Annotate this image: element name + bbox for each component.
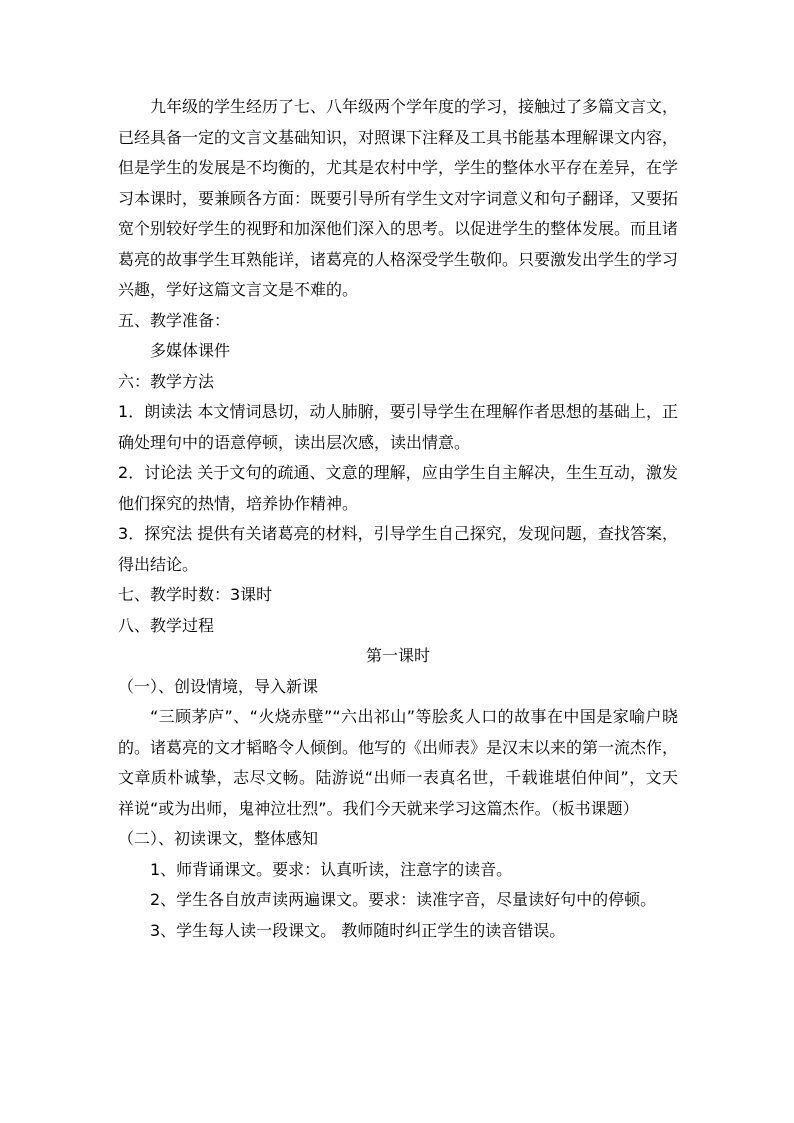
method-item-3: 3．探究法 提供有关诸葛亮的材料，引导学生自己探究，发现问题，查找答案，得出结论。: [118, 524, 678, 574]
section5-heading: 五、教学准备：: [118, 310, 231, 330]
section7-heading: 七、教学时数：3课时: [118, 585, 273, 604]
document-page: [118, 92, 678, 946]
section6-heading: 六：教学方法: [118, 371, 215, 391]
part2-heading: （二）、初读课文，整体感知: [118, 829, 319, 848]
section8-heading: 八、教学过程: [118, 615, 215, 635]
part2-step-3: 3、学生每人读一段课文。 教师随时纠正学生的读音错误。: [150, 920, 566, 940]
method-item-2: 2．讨论法 关于文句的疏通、文意的理解，应由学生自主解决，生生互动，激发他们探究的热情，培养协作精神。: [118, 463, 678, 513]
part1-heading: （一）、创设情境，导入新课: [118, 676, 319, 696]
lesson-title: 第一课时: [365, 646, 430, 665]
section5-content: 多媒体课件: [150, 341, 231, 360]
part1-paragraph: “三顾茅庐”、“火烧赤壁”“六出祁山”等脍炙人口的故事在中国是家喻户晓的。诸葛亮的文才韬略令人倾倒。他写的《出师表》是汉末以来的第一流杰作，文章质朴诚挚，志尽文畅。陆游说“出师一表真名世，千载谁堪伯仲间”，文天祥说“或为出师，鬼神泣壮烈”。我们今天就来学习这篇杰作。（板书课题）: [118, 707, 679, 818]
intro-paragraph: 九年级的学生经历了七、八年级两个学年度的学习，接触过了多篇文言文，已经具备一定的文言文基础知识，对照课下注释及工具书能基本理解课文内容，但是学生的发展是不均衡的，尤其是农村中学，学生的整体水平存在差异，在学习本课时，要兼顾各方面：既要引导所有学生文对字词意义和句子翻译，又要拓宽个别较好学生的视野和加深他们深入的思考。以促进学生的整体发展。而且诸葛亮的故事学生耳熟能详，诸葛亮的人格深受学生敬仰。只要激发出学生的学习兴趣，学好这篇文言文是不难的。: [118, 97, 679, 299]
part2-step-1: 1、师背诵课文。要求：认真听读，注意字的读音。: [150, 859, 513, 879]
part2-step-2: 2、学生各自放声读两遍课文。要求：读准字音，尽量读好句中的停顿。: [150, 890, 657, 909]
method-item-1: 1．朗读法 本文情词恳切，动人肺腑，要引导学生在理解作者思想的基础上，正确处理句中的语意停顿，读出层次感，读出情意。: [118, 402, 678, 452]
